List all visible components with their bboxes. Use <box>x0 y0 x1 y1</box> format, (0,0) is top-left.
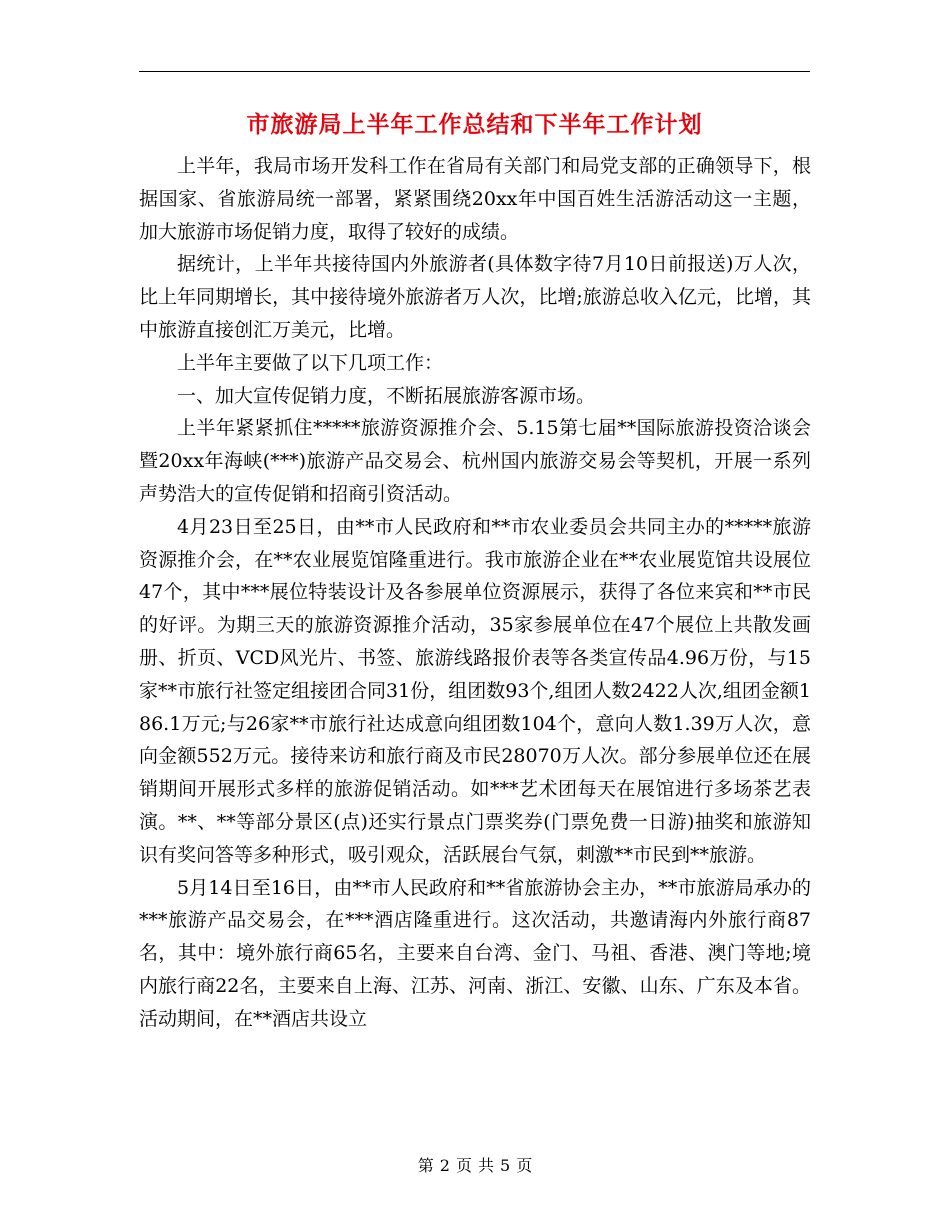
document-title: 市旅游局上半年工作总结和下半年工作计划 <box>246 111 703 138</box>
footer-total-pages: 5 <box>500 1156 511 1175</box>
section-heading-1: 一、加大宣传促销力度，不断拓展旅游客源市场。 <box>177 384 596 407</box>
footer-prefix: 第 <box>417 1156 434 1175</box>
document-body <box>139 150 811 1036</box>
paragraph-intro: 上半年，我局市场开发科工作在省局有关部门和局党支部的正确领导下，根据国家、省旅游局统一部署，紧紧围绕20xx年中国百姓生活游活动这一主题，加大旅游市场促销力度，取得了较好的成绩。 <box>139 155 811 243</box>
footer-total-unit: 页 <box>516 1156 533 1175</box>
footer-current-page: 2 <box>439 1156 450 1175</box>
paragraph-statistics: 据统计，上半年共接待国内外旅游者(具体数字待7月10日前报送)万人次，比上年同期增长，其中接待境外旅游者万人次，比增;旅游总收入亿元，比增，其中旅游直接创汇万美元，比增。 <box>139 253 811 341</box>
paragraph-may-fair: 5月14日至16日，由**市人民政府和**省旅游协会主办，**市旅游局承办的***旅游产品交易会，在***酒店隆重进行。这次活动，共邀请海内外旅行商87名，其中：境外旅行商65名，主要来自台湾、金门、马祖、香港、澳门等地;境内旅行商22名，主要来自上海、江苏、河南、浙江、安徽、山东、广东及本省。活动期间，在**酒店共设立 <box>139 876 811 1030</box>
header-rule <box>139 71 810 72</box>
footer-total-prefix: 共 <box>478 1156 495 1175</box>
paragraph-work-lead: 上半年主要做了以下几项工作： <box>177 351 444 374</box>
paragraph-events: 上半年紧紧抓住*****旅游资源推介会、5.15第七届**国际旅游投资洽谈会暨20xx年海峡(***)旅游产品交易会、杭州国内旅游交易会等契机，开展一系列声势浩大的宣传促销和招商引资活动。 <box>139 417 811 505</box>
paragraph-april-fair: 4月23日至25日，由**市人民政府和**市农业委员会共同主办的*****旅游资源推介会，在**农业展览馆隆重进行。我市旅游企业在**农业展览馆共设展位47个，其中***展位特装设计及各参展单位资源展示，获得了各位来宾和**市民的好评。为期三天的旅游资源推介活动，35家参展单位在47个展位上共散发画册、折页、VCD风光片、书签、旅游线路报价表等各类宣传品4.96万份，与15家**市旅行社签定组接团合同31份，组团数93个,组团人数2422人次,组团金额186.1万元;与26家**市旅行社达成意向组团数104个，意向人数1.39万人次，意向金额552万元。接待来访和旅行商及市民28070万人次。部分参展单位还在展销期间开展形式多样的旅游促销活动。如***艺术团每天在展馆进行多场茶艺表演。**、**等部分景区(点)还实行景点门票奖券(门票免费一日游)抽奖和旅游知识有奖问答等多种形式，吸引观众，活跃展台气氛，刺激**市民到**旅游。 <box>139 515 811 866</box>
footer-page-unit: 页 <box>455 1156 472 1175</box>
page-number-footer <box>0 1155 950 1177</box>
